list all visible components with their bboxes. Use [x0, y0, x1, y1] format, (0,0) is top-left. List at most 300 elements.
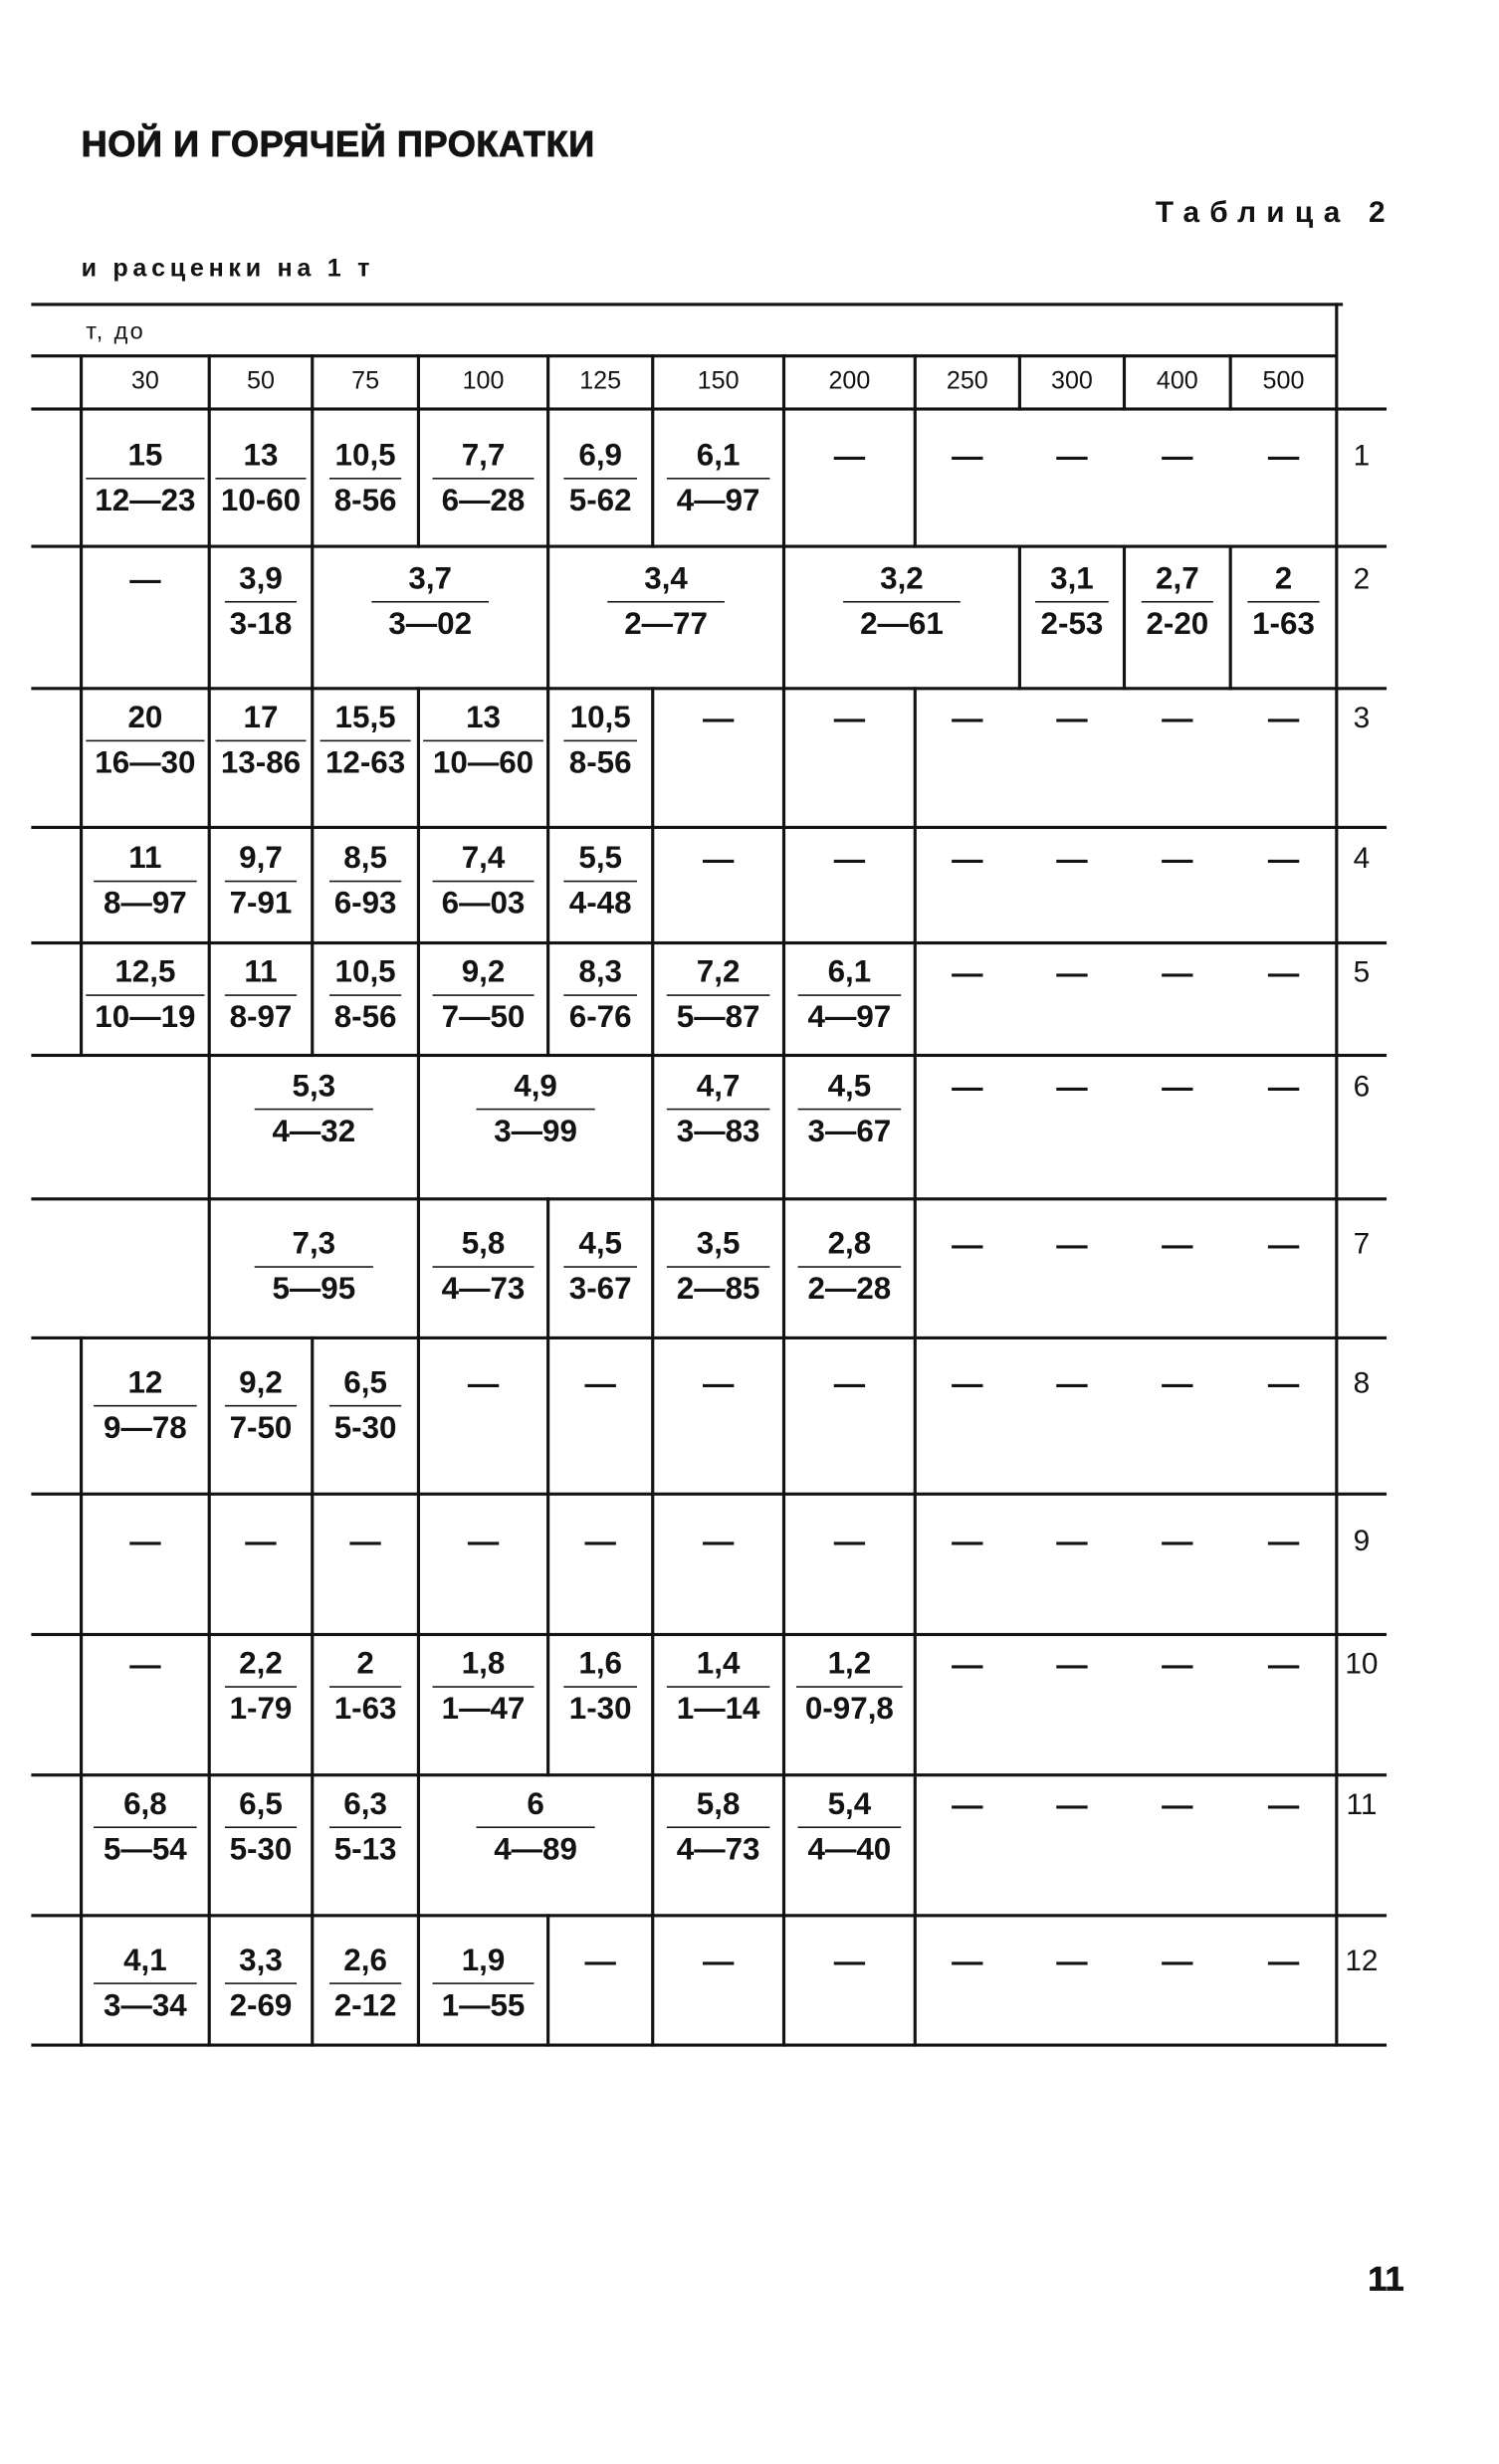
cell-dash: — [1056, 1648, 1088, 1684]
cell-value-bottom: 7-91 [229, 887, 293, 922]
cell-dash: — [1056, 1945, 1088, 1980]
table-cell [1230, 1644, 1337, 1735]
cell-value-bottom: 3—67 [807, 1115, 892, 1149]
cell-value-top: 6,5 [329, 1363, 401, 1407]
cell-value-top: 7,3 [255, 1224, 372, 1268]
cell-value-bottom: 13-86 [220, 745, 302, 781]
cell-fraction [667, 952, 769, 1040]
table-cell [1125, 1224, 1231, 1315]
cell-value-bottom: 2-12 [333, 1988, 397, 2024]
table-cell [653, 1224, 784, 1315]
cell-fraction [329, 1363, 401, 1451]
row-number: 3 [1353, 702, 1371, 735]
grid-line-vertical [914, 354, 917, 411]
cell-value-top: 2,2 [225, 1644, 297, 1688]
cell-dash: — [584, 1367, 616, 1402]
cell-fraction [667, 1066, 769, 1153]
table-cell [313, 1644, 419, 1735]
table-cell [209, 1644, 313, 1735]
cell-fraction [216, 436, 306, 523]
cell-fraction [329, 436, 401, 523]
grid-line-horizontal [31, 687, 1387, 690]
cell-fraction [321, 698, 410, 785]
table-cell [82, 436, 210, 526]
cell-value-top: 11 [225, 952, 297, 996]
cell-value-bottom: 2—61 [860, 607, 944, 642]
cell-value-bottom: 4—32 [272, 1115, 356, 1149]
table-cell [1230, 1941, 1337, 2031]
cell-dash: — [1162, 843, 1193, 878]
grid-line-horizontal [31, 1914, 1387, 1917]
cell-fraction [564, 698, 636, 785]
cell-value-top: 2,7 [1142, 559, 1213, 603]
cell-dash: — [702, 1367, 735, 1402]
table-cell [784, 1521, 916, 1611]
table-cell [209, 1941, 313, 2031]
grid-line-horizontal [31, 303, 1343, 307]
cell-fraction [329, 1941, 401, 2028]
cell-fraction [798, 1066, 901, 1153]
grid-line-horizontal [31, 1336, 1387, 1339]
table-cell [418, 838, 547, 928]
cell-fraction [564, 1644, 636, 1732]
cell-value-top: 2,8 [798, 1224, 901, 1268]
cell-dash: — [952, 843, 983, 878]
grid-line-vertical [782, 354, 785, 411]
cell-dash: — [1056, 1525, 1088, 1560]
table-cell [1019, 1224, 1124, 1315]
cell-dash: — [1267, 702, 1300, 737]
cell-fraction [432, 952, 535, 1040]
table-cell [548, 436, 653, 526]
table-cell [82, 1941, 210, 2031]
cell-value-top: 6,1 [667, 436, 769, 480]
table-cell [548, 1521, 653, 1611]
cell-dash: — [833, 843, 866, 878]
table-cell [915, 1784, 1019, 1875]
table-cell [1125, 1941, 1231, 2031]
cell-value-bottom: 2—28 [807, 1272, 892, 1308]
table-cell [653, 698, 784, 788]
table-cell [418, 1941, 547, 2031]
cell-dash: — [467, 1367, 500, 1402]
table-cell [418, 1644, 547, 1735]
cell-value-top: 3,4 [607, 559, 725, 603]
table-cell [784, 559, 1020, 650]
table-cell [82, 698, 210, 788]
cell-value-bottom: 12—23 [95, 484, 196, 518]
cell-value-bottom: 2-69 [229, 1988, 293, 2024]
grid-line-horizontal [31, 1197, 1387, 1200]
grid-line-horizontal [31, 544, 1387, 547]
table-cell [418, 1521, 547, 1611]
column-header: 30 [130, 368, 159, 395]
table-cell [784, 1066, 916, 1156]
table-cell [82, 838, 210, 928]
cell-value-bottom: 4—89 [494, 1832, 577, 1868]
cell-dash: — [952, 702, 983, 737]
cell-fraction [667, 1644, 769, 1732]
cell-dash: — [702, 1525, 735, 1560]
column-header: 50 [247, 368, 275, 395]
row-number: 12 [1345, 1945, 1379, 1978]
table-cell [1230, 1224, 1337, 1315]
cell-dash: — [1162, 1071, 1193, 1106]
cell-value-bottom: 7-50 [229, 1411, 293, 1446]
table-cell [313, 1521, 419, 1611]
cell-dash: — [1267, 1945, 1300, 1980]
cell-value-top: 9,7 [225, 838, 297, 882]
cell-fraction [225, 838, 297, 925]
grid-line-vertical [207, 354, 210, 411]
table-cell [1019, 952, 1124, 1043]
table-cell [548, 838, 653, 928]
cell-fraction [798, 1224, 901, 1312]
table-cell [784, 698, 916, 788]
cell-dash: — [952, 1648, 983, 1684]
grid-line-vertical [651, 354, 654, 411]
cell-value-top: 10,5 [564, 698, 636, 741]
cell-dash: — [1162, 1525, 1193, 1560]
cell-fraction [432, 1224, 535, 1312]
cell-value-top: 7,4 [432, 838, 535, 882]
cell-value-top: 12,5 [86, 952, 205, 996]
cell-value-top: 15,5 [321, 698, 410, 741]
table-cell [784, 952, 916, 1043]
cell-dash: — [1162, 1945, 1193, 1980]
cell-dash: — [702, 1945, 735, 1980]
cell-dash: — [1056, 956, 1088, 992]
table-cell [1230, 952, 1337, 1043]
cell-value-bottom: 3—02 [388, 607, 473, 642]
cell-dash: — [833, 440, 866, 475]
table-cell [653, 952, 784, 1043]
cell-fraction [329, 1644, 401, 1732]
cell-fraction [95, 838, 197, 925]
table-cell [82, 559, 210, 650]
cell-value-bottom: 2-20 [1146, 607, 1209, 642]
cell-dash: — [952, 1228, 983, 1264]
cell-value-bottom: 6—28 [441, 484, 526, 518]
cell-fraction [86, 952, 205, 1040]
cell-value-top: 3,7 [371, 559, 489, 603]
table-cell [1125, 1784, 1231, 1875]
cell-dash: — [702, 843, 735, 878]
table-cell [1125, 1521, 1231, 1611]
cell-dash: — [1056, 440, 1088, 475]
cell-dash: — [952, 440, 983, 475]
cell-value-bottom: 9—78 [104, 1411, 187, 1446]
column-header: 400 [1156, 368, 1198, 395]
cell-fraction [564, 838, 636, 925]
cell-value-top: 5,5 [564, 838, 636, 882]
cell-value-top: 7,2 [667, 952, 769, 996]
cell-value-top: 4,5 [798, 1066, 901, 1110]
cell-fraction [86, 698, 205, 785]
cell-value-top: 1,9 [432, 1941, 535, 1984]
cell-value-top: 6,8 [95, 1784, 197, 1828]
table-cell [653, 436, 784, 526]
cell-value-top: 1,6 [564, 1644, 636, 1688]
cell-value-bottom: 3—34 [104, 1988, 187, 2024]
cell-value-bottom: 1-79 [229, 1692, 293, 1728]
table-cell [209, 838, 313, 928]
cell-value-bottom: 12-63 [324, 745, 406, 781]
table-cell [209, 1363, 313, 1454]
page-number: 11 [1368, 2258, 1404, 2299]
table-cell [418, 952, 547, 1043]
cell-fraction [564, 436, 636, 523]
grid-line-vertical [546, 354, 549, 411]
cell-fraction [255, 1066, 372, 1153]
table-cell [1125, 559, 1231, 650]
row-number: 5 [1353, 956, 1371, 990]
cell-dash: — [1162, 702, 1193, 737]
table-cell [548, 1941, 653, 2031]
table-cell [915, 1224, 1019, 1315]
table-cell [915, 952, 1019, 1043]
table-cell [418, 1784, 652, 1875]
table-cell [418, 436, 547, 526]
table-cell [784, 1784, 916, 1875]
table-cell [1019, 1644, 1124, 1735]
cell-fraction [216, 698, 306, 785]
table-cell [1019, 559, 1124, 650]
column-header: 75 [351, 368, 380, 395]
table-cell [548, 1363, 653, 1454]
table-cell [653, 838, 784, 928]
table-cell [784, 1224, 916, 1315]
table-cell [915, 1941, 1019, 2031]
cell-value-top: 2 [1247, 559, 1319, 603]
cell-fraction [86, 436, 205, 523]
cell-value-top: 20 [86, 698, 205, 741]
cell-dash: — [1162, 1788, 1193, 1824]
cell-fraction [667, 1224, 769, 1312]
table-cell [1019, 1941, 1124, 2031]
cell-value-top: 15 [86, 436, 205, 480]
cell-value-top: 1,8 [432, 1644, 535, 1688]
cell-value-bottom: 1-63 [333, 1692, 397, 1728]
cell-value-top: 4,9 [477, 1066, 594, 1110]
cell-dash: — [833, 702, 866, 737]
table-cell [1125, 1644, 1231, 1735]
cell-value-bottom: 3—99 [494, 1115, 577, 1149]
row-number: 1 [1353, 440, 1371, 474]
cell-value-bottom: 8-56 [333, 1000, 397, 1036]
cell-fraction [843, 559, 961, 647]
cell-value-bottom: 8—97 [104, 887, 187, 922]
cell-value-bottom: 10—19 [95, 1000, 196, 1036]
table-cell [82, 952, 210, 1043]
cell-value-top: 17 [216, 698, 306, 741]
cell-value-bottom: 2—77 [624, 607, 708, 642]
table-cell [1230, 838, 1337, 928]
row-number: 2 [1353, 563, 1371, 597]
table-cell [915, 1644, 1019, 1735]
cell-value-top: 5,3 [255, 1066, 372, 1110]
table-cell [915, 1363, 1019, 1454]
table-cell [653, 1363, 784, 1454]
cell-dash: — [833, 1945, 866, 1980]
cell-dash: — [1267, 440, 1300, 475]
cell-dash: — [1267, 1071, 1300, 1106]
table-cell [548, 698, 653, 788]
cell-value-bottom: 4-48 [568, 887, 632, 922]
table-cell [653, 1521, 784, 1611]
cell-value-top: 13 [424, 698, 543, 741]
table-cell [1230, 1521, 1337, 1611]
cell-value-top: 3,5 [667, 1224, 769, 1268]
table-cell [784, 436, 916, 526]
cell-fraction [432, 436, 535, 523]
cell-fraction [1142, 559, 1213, 647]
cell-value-bottom: 7—50 [441, 1000, 526, 1036]
table-cell [1019, 838, 1124, 928]
cell-value-bottom: 5—54 [104, 1832, 187, 1868]
grid-line-vertical [311, 354, 314, 411]
cell-value-bottom: 10—60 [432, 745, 535, 781]
row-number: 11 [1346, 1788, 1378, 1822]
table-cell [1125, 952, 1231, 1043]
cell-dash: — [584, 1525, 616, 1560]
cell-value-top: 5,8 [667, 1784, 769, 1828]
cell-value-bottom: 5-62 [568, 484, 632, 518]
cell-value-bottom: 5-30 [229, 1832, 293, 1868]
column-header: 250 [946, 368, 988, 395]
cell-dash: — [702, 702, 735, 737]
cell-dash: — [952, 1945, 983, 1980]
cell-dash: — [1267, 1367, 1300, 1402]
table-cell [418, 1066, 652, 1156]
cell-value-top: 6,5 [225, 1784, 297, 1828]
page-title: НОЙ И ГОРЯЧЕЙ ПРОКАТКИ [81, 122, 595, 164]
table-cell [653, 1941, 784, 2031]
table-cell [313, 1363, 419, 1454]
table-cell [313, 838, 419, 928]
grid-line-vertical [1018, 354, 1021, 411]
cell-value-bottom: 0-97,8 [804, 1692, 894, 1728]
cell-fraction [225, 1784, 297, 1872]
cell-dash: — [1056, 1228, 1088, 1264]
grid-line-vertical [1123, 354, 1126, 411]
cell-dash: — [1267, 1788, 1300, 1824]
table-cell [548, 1224, 653, 1315]
table-cell [1019, 1521, 1124, 1611]
table-cell [915, 838, 1019, 928]
table-cell [313, 952, 419, 1043]
cell-fraction [225, 1941, 297, 2028]
cell-dash: — [833, 1367, 866, 1402]
cell-fraction [95, 1784, 197, 1872]
cell-dash: — [1056, 1367, 1088, 1402]
table-cell [82, 1644, 210, 1735]
column-header: 125 [579, 368, 622, 395]
cell-value-bottom: 10-60 [220, 484, 302, 518]
table-cell [418, 1224, 547, 1315]
cell-value-bottom: 3-67 [568, 1272, 632, 1308]
cell-dash: — [1267, 1228, 1300, 1264]
table-cell [209, 1224, 418, 1315]
column-header: 150 [697, 368, 740, 395]
cell-fraction [477, 1066, 594, 1153]
table-cell [209, 436, 313, 526]
cell-value-bottom: 4—73 [676, 1832, 760, 1868]
cell-value-top: 1,4 [667, 1644, 769, 1688]
cell-value-bottom: 1—47 [441, 1692, 526, 1728]
cell-fraction [329, 1784, 401, 1872]
cell-value-top: 3,3 [225, 1941, 297, 1984]
row-number: 6 [1353, 1071, 1371, 1105]
cell-value-bottom: 5—95 [272, 1272, 356, 1308]
table-cell [915, 1521, 1019, 1611]
cell-fraction [1036, 559, 1108, 647]
cell-dash: — [1162, 1228, 1193, 1264]
cell-value-top: 7,7 [432, 436, 535, 480]
grid-line-vertical [1228, 354, 1231, 411]
cell-dash: — [245, 1525, 277, 1560]
cell-value-bottom: 4—97 [807, 1000, 892, 1036]
cell-value-top: 13 [216, 436, 306, 480]
cell-dash: — [952, 1367, 983, 1402]
cell-dash: — [1162, 440, 1193, 475]
cell-value-top: 12 [95, 1363, 197, 1407]
cell-fraction [798, 1784, 901, 1872]
row-number: 7 [1353, 1228, 1371, 1262]
table-cell [209, 952, 313, 1043]
table-cell [784, 1941, 916, 2031]
cell-value-top: 11 [95, 838, 197, 882]
cell-dash: — [584, 1945, 616, 1980]
cell-fraction [432, 1644, 535, 1732]
table-label: Таблица 2 [1155, 196, 1395, 230]
table-cell [209, 698, 313, 788]
grid-line-horizontal [31, 826, 1387, 829]
cell-fraction [432, 838, 535, 925]
table-cell [209, 1784, 313, 1875]
cell-dash: — [952, 1525, 983, 1560]
column-header: 200 [828, 368, 871, 395]
table-cell [915, 436, 1019, 526]
grid-line-horizontal [31, 1773, 1387, 1776]
cell-value-top: 3,1 [1036, 559, 1108, 603]
cell-value-top: 5,4 [798, 1784, 901, 1828]
cell-dash: — [952, 1071, 983, 1106]
cell-value-bottom: 3—83 [676, 1115, 760, 1149]
cell-fraction [798, 952, 901, 1040]
table-cell [1125, 838, 1231, 928]
cell-value-bottom: 16—30 [95, 745, 196, 781]
table-cell [209, 559, 313, 650]
table-cell [653, 1066, 784, 1156]
table-cell [548, 952, 653, 1043]
cell-dash: — [1267, 1648, 1300, 1684]
column-group-header: т, до [86, 318, 146, 345]
cell-dash: — [952, 1788, 983, 1824]
cell-dash: — [1267, 1525, 1300, 1560]
table-cell [1125, 436, 1231, 526]
cell-fraction [225, 1644, 297, 1732]
cell-dash: — [129, 1648, 161, 1684]
table-cell [784, 838, 916, 928]
cell-value-bottom: 5-13 [333, 1832, 397, 1868]
cell-dash: — [1056, 1071, 1088, 1106]
table-cell [1019, 1363, 1124, 1454]
cell-fraction [795, 1644, 903, 1732]
table-cell [313, 1784, 419, 1875]
table-cell [313, 1941, 419, 2031]
cell-value-bottom: 4—40 [807, 1832, 892, 1868]
